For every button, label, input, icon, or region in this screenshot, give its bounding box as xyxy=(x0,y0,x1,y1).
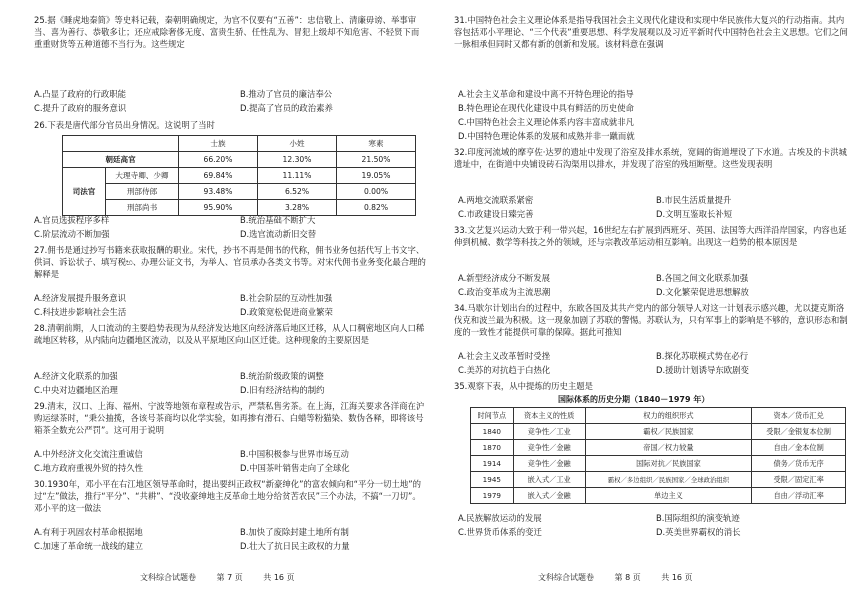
table-row xyxy=(63,200,416,216)
q27-option-a[interactable]: A.经济发展提升服务意识 xyxy=(34,293,126,303)
q31-option-a[interactable]: A.社会主义革命和建设中离不开特色理论的指导 xyxy=(458,89,634,99)
q32-option-b[interactable]: B.市民生活质量提升 xyxy=(656,195,732,205)
footer-exam-name: 文科综合试题卷 xyxy=(140,573,196,582)
q33-option-b[interactable]: B.各国之间文化联系加强 xyxy=(656,273,749,283)
footer-page-number: 第 7 页 xyxy=(216,573,243,582)
question-30: 30.1930年，邓小平在右江地区领导革命时，提出要纠正政权“新豪绅化”的富农倾向和“平分一切土地”的过“左”做法，推行“平分”、“共耕”、“没收豪绅地主反革命土地分给贫苦农民”三个办法，不搞“一刀切”。邓小平的这一做法 xyxy=(34,479,421,514)
table-row xyxy=(471,424,846,440)
table-cell: 嵌入式／工业 xyxy=(513,472,585,488)
table-header-cell: 权力的组织形式 xyxy=(585,408,752,424)
table-cell: 1840 xyxy=(471,424,514,440)
table-cell: 霸权／多边组织／民族国家／全球政治组织 xyxy=(585,472,752,488)
question-26: 26.下表是唐代部分官员出身情况。这说明了当时 xyxy=(34,120,215,130)
q25-option-c[interactable]: C.提升了政府的服务意识 xyxy=(34,103,127,113)
table-cell: 66.20% xyxy=(179,152,258,168)
table-cell: 11.11% xyxy=(258,168,337,184)
table-cell: 69.84% xyxy=(179,168,258,184)
q30-option-d[interactable]: D.壮大了抗日民主政权的力量 xyxy=(240,541,350,551)
q35-option-b[interactable]: B.国际组织的演变轨迹 xyxy=(656,513,740,523)
table-cell: 6.52% xyxy=(258,184,337,200)
footer-page-number: 第 8 页 xyxy=(614,573,641,582)
table-header-cell: 士族 xyxy=(179,136,258,152)
table-cell: 0.00% xyxy=(337,184,416,200)
footer-total-pages: 共 16 页 xyxy=(263,573,295,582)
q25-option-b[interactable]: B.推动了官员的廉洁奉公 xyxy=(240,89,333,99)
q25-option-d[interactable]: D.提高了官员的政治素养 xyxy=(240,103,333,113)
q30-option-a[interactable]: A.有利于巩固农村革命根据地 xyxy=(34,527,143,537)
q29-option-b[interactable]: B.中国积极参与世界市场互动 xyxy=(240,449,349,459)
table-cell: 竞争性／工业 xyxy=(513,424,585,440)
q28-option-c[interactable]: C.中央对边疆地区治理 xyxy=(34,385,118,395)
question-27: 27.佣书是通过抄写书籍来获取报酬的职业。宋代，抄书不再是佣书的代称，佣书业务包括代写上书文字、供词、诉讼状子、填写税භ、办理公证文书，为举人、官员承办各类文书等。对宋代佣书业务变化最合理的解释是 xyxy=(34,245,426,280)
page-footer xyxy=(538,572,711,583)
q35-option-c[interactable]: C.世界货币体系的变迁 xyxy=(458,527,542,537)
table-row xyxy=(63,184,416,200)
table-row xyxy=(471,488,846,504)
q26-option-c[interactable]: C.阶层流动不断加强 xyxy=(34,229,110,239)
table-cell: 受限／固定汇率 xyxy=(752,472,846,488)
table-cell: 嵌入式／金融 xyxy=(513,488,585,504)
q32-option-a[interactable]: A.两地交流联系紧密 xyxy=(458,195,534,205)
table-cell: 12.30% xyxy=(258,152,337,168)
q32-option-c[interactable]: C.市政建设日臻完善 xyxy=(458,209,534,219)
table-cell: 3.28% xyxy=(258,200,337,216)
q27-option-b[interactable]: B.社会阶层的互动性加强 xyxy=(240,293,333,303)
question-25: 25.据《睡虎地秦简》等史料记载，秦朝明确规定，为官不仅要有“五善”：忠信敬上、清廉毋谤、举事审当、喜为善行、恭敬多让；还应戒除奢侈无度、富贵生骄、任性乱为、冒犯上级却不知危害、不轻贤下而重重财货等五种道德不当行为。这些规定 xyxy=(34,15,420,50)
table-header-cell: 资本主义的性质 xyxy=(513,408,585,424)
q35-option-a[interactable]: A.民族解放运动的发展 xyxy=(458,513,542,523)
q34-option-a[interactable]: A.社会主义改革暂时受挫 xyxy=(458,351,550,361)
table-cell: 受限／金银复本位制 xyxy=(752,424,846,440)
table-header-row xyxy=(471,408,846,424)
q27-option-d[interactable]: D.政策宽松促进商业繁荣 xyxy=(240,307,333,317)
q33-option-c[interactable]: C.政治变革成为主流思潮 xyxy=(458,287,551,297)
table-row-label: 朝廷高官 xyxy=(63,152,179,168)
table-cell: 1979 xyxy=(471,488,514,504)
table-cell: 竞争性／金融 xyxy=(513,440,585,456)
question-35: 35.观察下表，从中提炼的历史主题是 xyxy=(454,381,593,391)
footer-total-pages: 共 16 页 xyxy=(661,573,693,582)
table-cell: 95.90% xyxy=(179,200,258,216)
table-row xyxy=(63,168,416,184)
table-row xyxy=(471,456,846,472)
table-cell: 竞争性／金融 xyxy=(513,456,585,472)
q31-option-d[interactable]: D.中国特色理论体系的发展和成熟并非一蹴而就 xyxy=(458,131,635,141)
table-cell: 霸权／民族国家 xyxy=(585,424,752,440)
table-row-label: 刑部侍郎 xyxy=(106,184,179,200)
q29-option-d[interactable]: D.中国茶叶销售走向了全球化 xyxy=(240,463,350,473)
footer-exam-name: 文科综合试题卷 xyxy=(538,573,594,582)
table-cell: 19.05% xyxy=(337,168,416,184)
table-cell: 债务／货币无序 xyxy=(752,456,846,472)
q32-option-d[interactable]: D.文明互鉴取长补短 xyxy=(656,209,733,219)
q35-table-title: 国际体系的历史分期（1840－1979 年） xyxy=(558,395,710,404)
table-cell: 0.82% xyxy=(337,200,416,216)
table-row xyxy=(471,472,846,488)
table-cell: 单边主义 xyxy=(585,488,752,504)
question-31: 31.中国特色社会主义理论体系是指导我国社会主义现代化建设和实现中华民族伟大复兴的行动指南。其内容包括邓小平理论、“三个代表”重要思想、科学发展观以及习近平新时代中国特色社会主义思想。它们之间一脉相承但同时又都有新的创新和发展。该材料意在强调 xyxy=(454,15,848,50)
q26-option-d[interactable]: D.选官流动新旧交替 xyxy=(240,229,317,239)
q31-option-c[interactable]: C.中国特色社会主义理论体系内容丰富成就非凡 xyxy=(458,117,635,127)
q26-table xyxy=(62,135,416,216)
q28-option-d[interactable]: D.旧有经济结构的制约 xyxy=(240,385,325,395)
right-page xyxy=(430,0,860,602)
q35-table xyxy=(470,407,846,504)
table-row xyxy=(471,440,846,456)
q34-option-c[interactable]: C.美苏的对抗趋于白热化 xyxy=(458,365,551,375)
table-header-cell: 小姓 xyxy=(258,136,337,152)
table-cell: 帝国／权力较量 xyxy=(585,440,752,456)
q29-option-c[interactable]: C.地方政府重视外贸的持久性 xyxy=(34,463,144,473)
q30-option-b[interactable]: B.加快了废除封建土地所有制 xyxy=(240,527,349,537)
table-header-cell: 时间节点 xyxy=(471,408,514,424)
q34-option-d[interactable]: D.援助计划诱导东欧剧变 xyxy=(656,365,749,375)
question-28: 28.清朝前期，人口流动的主要趋势表现为从经济发达地区向经济落后地区迁移，从人口稠密地区向人口稀疏地区转移，从内陆向边疆地区流动，以及从平原地区向山区迁徙。这种现象的主要原因是 xyxy=(34,323,425,346)
q26-option-a[interactable]: A.官员选拔程序多样 xyxy=(34,215,110,225)
table-cell: 自由／金本位制 xyxy=(752,440,846,456)
table-cell: 自由／浮动汇率 xyxy=(752,488,846,504)
q25-option-a[interactable]: A.凸显了政府的行政职能 xyxy=(34,89,126,99)
table-cell: 93.48% xyxy=(179,184,258,200)
question-34: 34.马歇尔计划出台的过程中，东欧各国及其共产党内的部分领导人对这一计划表示感兴趣，尤以捷克斯洛伐克和波兰最为积极。这一现象加剧了苏联的警惕。苏联认为，只有军事上的影响是不够的，意识形态和制度的一致性才能提供可靠的保障。据此可推知 xyxy=(454,303,848,338)
table-row-label: 大理寺卿、少卿 xyxy=(106,168,179,184)
q28-option-a[interactable]: A.经济文化联系的加强 xyxy=(34,371,118,381)
table-cell: 1945 xyxy=(471,472,514,488)
table-header-empty xyxy=(63,136,179,152)
q35-option-d[interactable]: D.英美世界霸权的消长 xyxy=(656,527,741,537)
q31-option-b[interactable]: B.特色理论在现代化建设中具有鲜活的历史使命 xyxy=(458,103,634,113)
table-row-label: 刑部尚书 xyxy=(106,200,179,216)
table-cell: 国际对抗／民族国家 xyxy=(585,456,752,472)
q28-option-b[interactable]: B.统治阶级政策的调整 xyxy=(240,371,324,381)
q26-option-b[interactable]: B.统治基础不断扩大 xyxy=(240,215,316,225)
table-header-cell: 寒素 xyxy=(337,136,416,152)
table-row xyxy=(63,152,416,168)
table-cell: 1914 xyxy=(471,456,514,472)
table-group-label: 司法官 xyxy=(63,168,106,216)
question-33: 33.文艺复兴运动大致于利一带兴起，16世纪左右扩展到西班牙、英国、法国等大西洋沿岸国家，内容也延伸到机械、数学等科技之外的领域，还与宗教改革运动相互影响。出现这一趋势的根本原因是 xyxy=(454,225,847,248)
table-cell: 1870 xyxy=(471,440,514,456)
q33-option-a[interactable]: A.新型经济成分不断发展 xyxy=(458,273,550,283)
q27-option-c[interactable]: C.科技进步影响社会生活 xyxy=(34,307,127,317)
q34-option-b[interactable]: B.探化苏联模式势在必行 xyxy=(656,351,749,361)
q33-option-d[interactable]: D.文化繁荣促进思想解放 xyxy=(656,287,749,297)
table-cell: 21.50% xyxy=(337,152,416,168)
table-header-row xyxy=(63,136,416,152)
page-footer xyxy=(140,572,313,583)
table-header-cell: 资本／货币汇兑 xyxy=(752,408,846,424)
question-29: 29.清末，汉口、上海、福州、宁波等地领布章程或告示，严禁私售劣茶。在上海，江海关要求各洋商在沪购运绿茶时，“秉公抽揽，各该号茶商均以化学实验，如再掺有滑石、白蜡等粉猫染、数伪各释，即将该号箱茶全数充公严罚”。这可用于说明 xyxy=(34,401,425,436)
q30-option-c[interactable]: C.加速了革命统一战线的建立 xyxy=(34,541,144,551)
q29-option-a[interactable]: A.中外经济文化交流注重诚信 xyxy=(34,449,143,459)
question-32: 32.印度河流域的摩亨佐·达罗的遗址中发现了浴室及排水系统，宽阔的街道埋设了下水道。古埃及的卡洪城遗址中，在街道中央铺设砖石沟渠用以排水，并发现了浴室的残垣断壁。这些发现表明 xyxy=(454,147,847,170)
